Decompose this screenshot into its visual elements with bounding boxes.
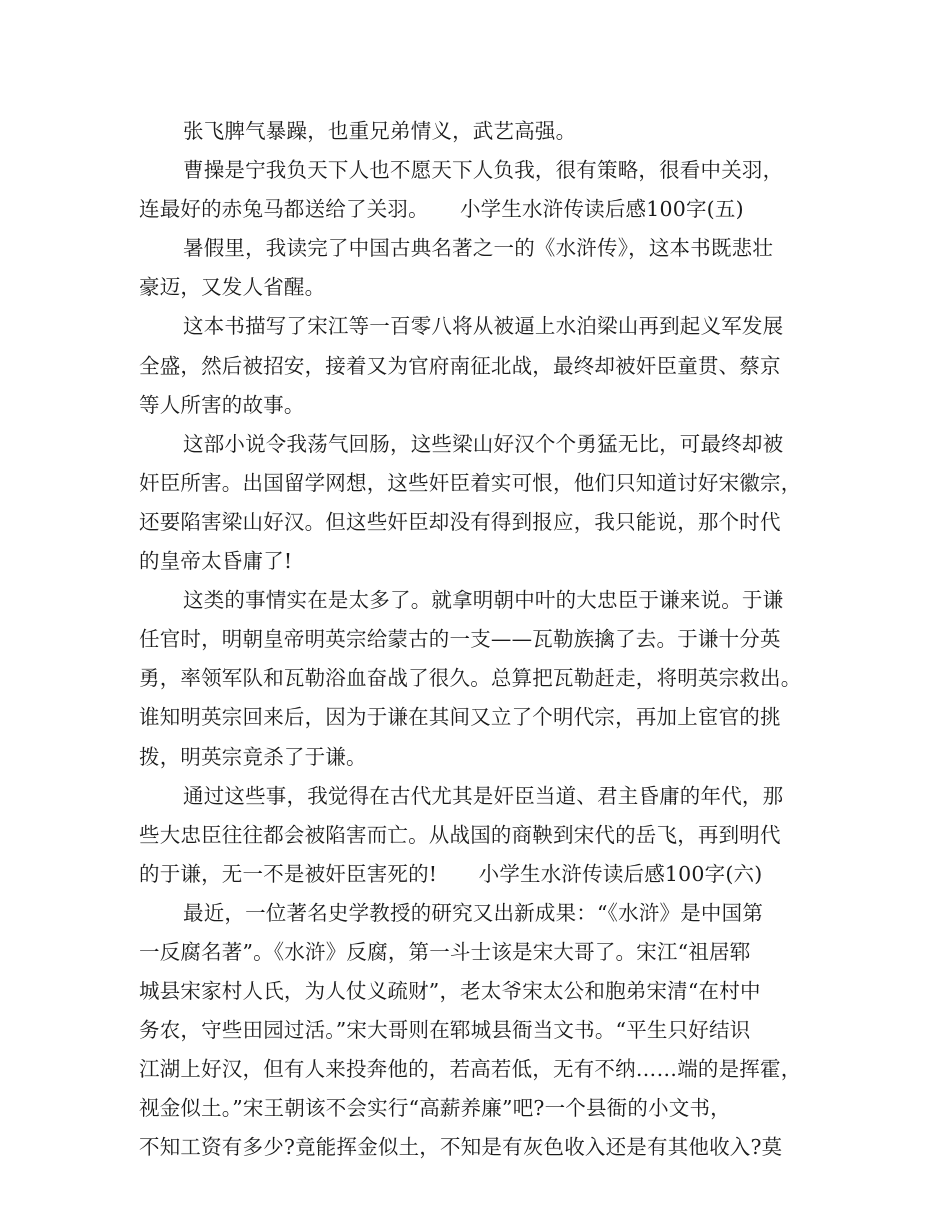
text-line: 不知工资有多少?竟能挥金似土，不知是有灰色收入还是有其他收入?莫 (139, 1135, 783, 1160)
text-line: 连最好的赤兔马都送给了关羽。 小学生水浒传读后感100字(五) (139, 197, 744, 222)
text-line: 这部小说令我荡气回肠，这些梁山好汉个个勇猛无比，可最终却被 (183, 431, 784, 456)
text-line: 的于谦，无一不是被奸臣害死的! 小学生水浒传读后感100字(六) (139, 861, 763, 886)
text-line: 些大忠臣往往都会被陷害而亡。从战国的商鞅到宋代的岳飞，再到明代 (139, 822, 781, 847)
text-line: 务农，守些田园过活。”宋大哥则在郓城县衙当文书。“平生只好结识 (139, 1018, 751, 1043)
text-line: 曹操是宁我负天下人也不愿天下人负我，很有策略，很看中关羽， (183, 158, 784, 183)
text-line: 奸臣所害。出国留学网想，这些奸臣着实可恨，他们只知道讨好宋徽宗， (139, 470, 802, 495)
text-line: 全盛，然后被招安，接着又为官府南征北战，最终却被奸臣童贯、蔡京 (139, 353, 781, 378)
text-line: 张飞脾气暴躁，也重兄弟情义，武艺高强。 (183, 119, 577, 143)
document-body (139, 112, 829, 1168)
text-line: 江湖上好汉，但有人来投奔他的，若高若低，无有不纳……端的是挥霍， (139, 1057, 802, 1082)
text-line: 谁知明英宗回来后，因为于谦在其间又立了个明代宗，再加上宦官的挑 (139, 705, 781, 730)
text-line: 任官时，明朝皇帝明英宗给蒙古的一支——瓦勒族擒了去。于谦十分英 (139, 627, 781, 652)
text-line: 等人所害的故事。 (139, 392, 305, 417)
text-line: 通过这些事，我觉得在古代尤其是奸臣当道、君主昏庸的年代，那 (183, 783, 784, 808)
text-line: 这类的事情实在是太多了。就拿明朝中叶的大忠臣于谦来说。于谦 (183, 588, 784, 613)
text-line: 勇，率领军队和瓦勒浴血奋战了很久。总算把瓦勒赶走，将明英宗救出。 (139, 666, 802, 691)
text-line: 还要陷害梁山好汉。但这些奸臣却没有得到报应，我只能说，那个时代 (139, 509, 781, 534)
text-line: 豪迈，又发人省醒。 (139, 275, 326, 300)
text-line: 的皇帝太昏庸了! (139, 549, 293, 574)
text-line: 视金似土。”宋王朝该不会实行“高薪养廉”吧?一个县衙的小文书， (139, 1096, 731, 1121)
text-line: 最近，一位著名史学教授的研究又出新成果：“《水浒》是中国第 (183, 900, 764, 925)
text-line: 拨，明英宗竟杀了于谦。 (139, 744, 367, 769)
text-line: 暑假里，我读完了中国古典名著之一的《水浒传》，这本书既悲壮 (183, 236, 774, 261)
text-line: 一反腐名著”。《水浒》反腐，第一斗士该是宋大哥了。宋江“祖居郓 (139, 939, 751, 964)
text-line: 这本书描写了宋江等一百零八将从被逼上水泊梁山再到起义军发展 (183, 314, 784, 339)
text-line: 城县宋家村人氏，为人仗义疏财”，老太爷宋太公和胞弟宋清“在村中 (139, 979, 761, 1004)
